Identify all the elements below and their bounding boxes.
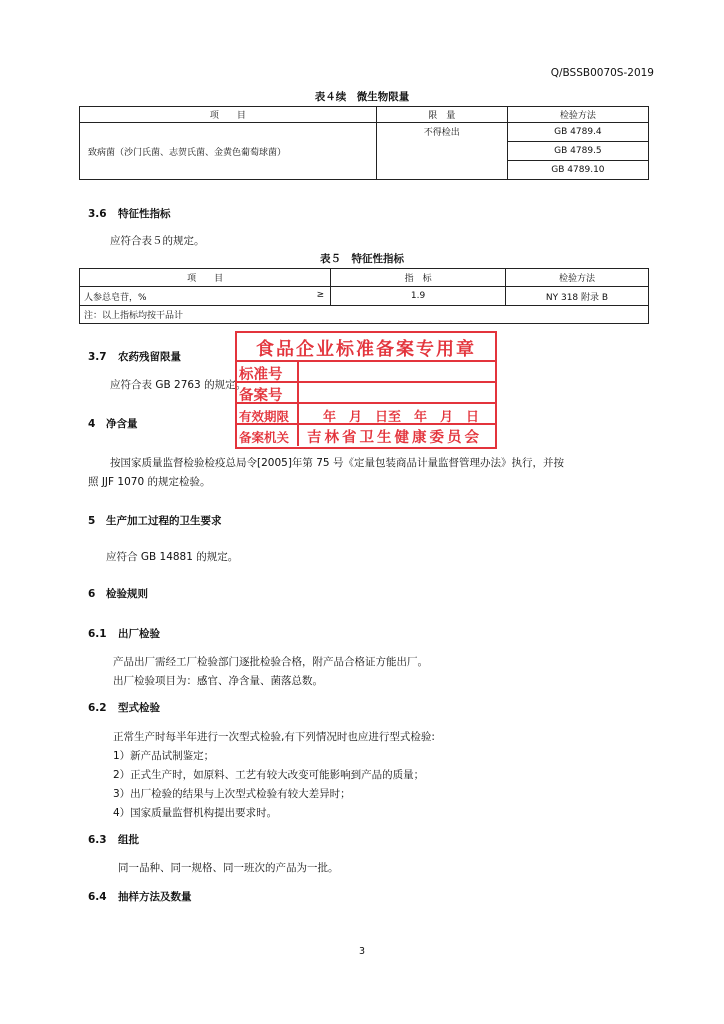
section-title: 组批 (118, 834, 139, 846)
section-6-1-line-1: 产品出厂需经工厂检验部门逐批检验合格，附产品合格证方能出厂。 (113, 656, 428, 668)
section-number: 3.7 (88, 351, 107, 363)
section-3-7-heading (88, 349, 181, 364)
section-4-heading (88, 416, 138, 431)
section-6-2-item-1: 1）新产品试制鉴定； (113, 750, 215, 762)
section-5-heading (88, 513, 222, 528)
table5-value: 1.9 (331, 287, 506, 306)
table4-limit: 不得检出 (376, 123, 507, 180)
table5-operator: ≥ (316, 290, 325, 300)
stamp-divider (297, 362, 299, 383)
section-6-heading (88, 586, 148, 601)
section-6-2-intro: 正常生产时每半年进行一次型式检验,有下列情况时也应进行型式检验: (113, 731, 435, 743)
stamp-label: 标准号 (239, 367, 283, 383)
table4-method-3: GB 4789.10 (507, 161, 648, 180)
table4-item: 致病菌（沙门氏菌、志贺氏菌、金黄色葡萄球菌） (80, 123, 377, 180)
table4-method-2: GB 4789.5 (507, 142, 648, 161)
stamp-value: 年 月 日至 年 月 日 (323, 410, 480, 425)
section-number: 6.1 (88, 628, 107, 640)
section-6-2-item-2: 2）正式生产时，如原料、工艺有较大改变可能影响到产品的质量； (113, 769, 425, 781)
table5-item-cell (80, 287, 331, 306)
stamp-label: 备案机关 (239, 430, 290, 445)
section-6-2-heading (88, 700, 160, 715)
table4-method-1: GB 4789.4 (507, 123, 648, 142)
section-4-line-1: 按国家质量监督检验检疫总局令[2005]年第 75 号《定量包装商品计量监督管理办法》执行，并按 (110, 457, 564, 469)
section-6-2-item-4: 4）国家质量监督机构提出要求时。 (113, 807, 278, 819)
section-number: 5 (88, 515, 96, 527)
table5-item: 人参总皂苷，% (84, 292, 147, 303)
section-6-3-text: 同一品种、同一规格、同一班次的产品为一批。 (118, 862, 339, 874)
section-6-4-heading (88, 889, 192, 904)
stamp-divider (297, 404, 299, 425)
section-6-3-heading (88, 832, 139, 847)
table5-method: NY 318 附录 B (505, 287, 648, 306)
stamp-title: 食品企业标准备案专用章 (256, 339, 476, 360)
section-6-1-heading (88, 626, 160, 641)
stamp-label: 有效期限 (239, 409, 290, 424)
table5-note: 注：以上指标均按干品计 (80, 306, 649, 324)
section-number: 6 (88, 588, 96, 600)
table5-header-item: 项 目 (80, 269, 331, 287)
stamp-row-standard-no (235, 360, 497, 383)
table4 (79, 106, 649, 180)
section-title: 出厂检验 (118, 628, 160, 640)
section-title: 农药残留限量 (118, 351, 181, 363)
table5 (79, 268, 649, 324)
section-3-7-text: 应符合表 GB 2763 的规定。 (110, 379, 247, 391)
section-title: 生产加工过程的卫生要求 (106, 515, 222, 527)
section-5-text: 应符合 GB 14881 的规定。 (106, 551, 239, 563)
section-title: 净含量 (106, 418, 138, 430)
section-3-6-text: 应符合表５的规定。 (110, 235, 205, 247)
stamp-row-validity (235, 402, 497, 425)
section-6-1-line-2: 出厂检验项目为：感官、净含量、菌落总数。 (113, 675, 323, 687)
section-number: 3.6 (88, 208, 107, 220)
section-6-2-item-3: 3）出厂检验的结果与上次型式检验有较大差异时； (113, 788, 351, 800)
section-title: 型式检验 (118, 702, 160, 714)
section-number: 6.4 (88, 891, 107, 903)
stamp-value: 吉林省卫生健康委员会 (307, 430, 482, 446)
section-3-6-heading (88, 206, 171, 221)
table5-caption: 表５ 特征性指标 (320, 253, 404, 265)
stamp-row-filing-no (235, 381, 497, 404)
table4-header-item: 项 目 (80, 107, 377, 123)
section-number: 6.3 (88, 834, 107, 846)
stamp-divider (297, 383, 299, 404)
table5-header-method: 检验方法 (505, 269, 648, 287)
section-title: 抽样方法及数量 (118, 891, 192, 903)
filing-stamp (235, 331, 497, 449)
document-code: Q/BSSB0070S-2019 (550, 67, 654, 79)
table5-header-value: 指 标 (331, 269, 506, 287)
section-title: 特征性指标 (118, 208, 171, 220)
section-4-line-2: 照 JJF 1070 的规定检验。 (88, 476, 211, 488)
stamp-divider (297, 425, 299, 446)
table4-header-limit: 限 量 (376, 107, 507, 123)
stamp-label: 备案号 (239, 388, 283, 404)
section-title: 检验规则 (106, 588, 148, 600)
section-number: 4 (88, 418, 96, 430)
table4-header-method: 检验方法 (507, 107, 648, 123)
page-number: 3 (358, 946, 366, 957)
stamp-row-authority (235, 423, 497, 446)
section-number: 6.2 (88, 702, 107, 714)
table4-caption: 表４续 微生物限量 (314, 91, 410, 103)
